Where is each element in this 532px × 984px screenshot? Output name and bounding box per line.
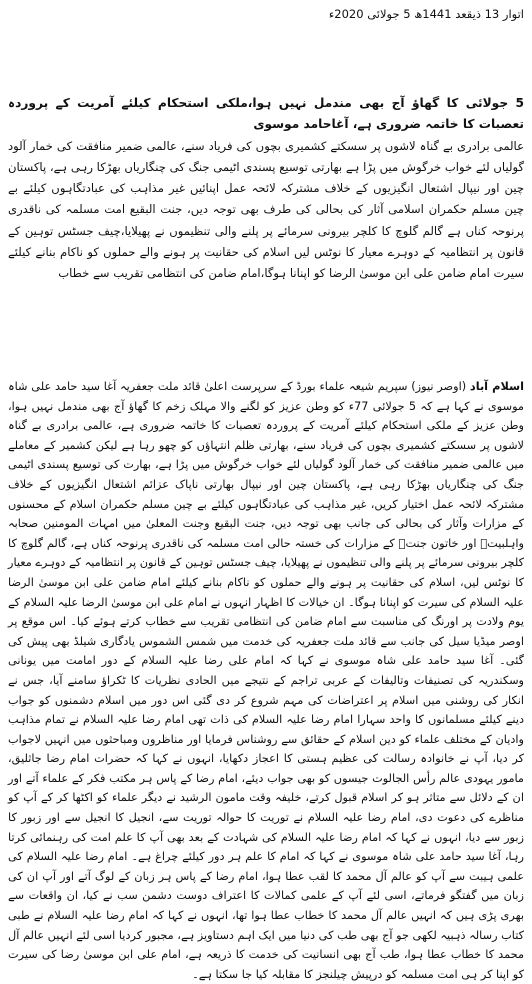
headline-block	[8, 93, 524, 363]
headline-lead: 5 جولائی کا گھاؤ آج بھی مندمل نہیں ہوا،ملکی استحکام کیلئے آمریت کے پروردہ تعصبات کا خاتمہ ضروری ہے، آغاحامد موسوی	[8, 96, 524, 132]
dateline: اتوار 13 ذیقعد 1441ھ 5 جولائی 2020ء	[328, 7, 524, 21]
headline-summary: عالمی برادری بے گناہ لاشوں پر سسکتے کشمیری بچوں کی فریاد سنے، عالمی ضمیر منافقت کی خمار آلود گولیاں لئے خواب خرگوش میں پڑا ہے بھارتی توسیع پسندی اٹیمی جنگ کی چنگاریاں بھڑکا رہی ہے، پاکستان چین اور نیپال اشتعال انگیزیوں کے خلاف مشترکہ لائحہ عمل اپنائیں غیر مذاہب کی عبادتگاہوں کیلئے بے چین مسلم حکمران اسلامی آثار کی بحالی کی طرف بھی توجہ دیں، جنت البقیع امت مسلمہ کی ناقدری پرنوحہ کناں ہے گالم گلوچ کا کلچر بیرونی سرمائے پر پلنے والی تنظیموں نے پھیلایا،چیف جسٹس توہین کے قانون پر انتظامیہ کے دوہرے معیار کا نوٹس لیں اسلام کی حقانیت پر ہونے والے حملوں کو ناکام بنانے کیلئے سیرت امام ضامن علی ابن موسیٰ الرضا کو اپنانا ہوگا،امام ضامن کی انتظامی تقریب سے خطاب	[8, 138, 524, 281]
article-city: اسلام آباد	[469, 380, 525, 393]
article-paragraph	[8, 377, 524, 984]
article-body	[8, 377, 525, 981]
article-text: سپریم شیعہ علماء بورڈ کے سرپرست اعلیٰ قائد ملت جعفریہ آغا سید حامد علی شاہ موسوی نے کہا ہے کہ 5 جولائی 77ء کو وطن عزیز کو لگنے والا مہلک زخم کا گھاؤ آج بھی مندمل نہیں ہوا، وطن عزیز کے ملکی استحکام کیلئے آمریت کے پروردہ تعصبات کا خاتمہ ضروری ہے، عالمی برادری بے گناہ لاشوں پر سسکتے کشمیری بچوں کی فریاد سنے، بھارتی ظلم انتہاؤں کو چھو رہا ہے لیکن کشمیر کے معاملے میں عالمی ضمیر منافقت کی خمار آلود گولیاں لئے خواب خرگوش میں پڑا ہے، بھارت کی توسیع پسندی اٹیمی جنگ کی چنگاریاں بھڑکا رہی ہے، پاکستان چین اور نیپال بھارتی ناپاک عزائم اشتعال انگیزیوں کے خلاف مشترکہ لائحہ عمل اختیار کریں، غیر مذاہب کی عبادتگاہوں کیلئے بے چین مسلم حکمران اسلام کے محسنوں کے مزارات وآثار کی بحالی کی جانب بھی توجہ دیں، جنت البقیع وجنت المعلیٰ میں امہات المومنین صحابہ واہلبیتؑ اور خاتون جنتؑ کے مزارات کی خستہ حالی امت مسلمہ کی ناقدری پرنوحہ کناں ہے، گالم گلوچ کا کلچر بیرونی سرمائے پر پلنے والی تنظیموں نے پھیلایا، چیف جسٹس توہین کے قانون پر انتظامیہ کے دوہرے معیار کا نوٹس لیں، اسلام کی حقانیت پر ہونے والے حملوں کو ناکام بنانے کیلئے امام ضامن علی ابن موسیٰ الرضا علیہ السلام کی سیرت کو اپنانا ہوگا۔ ان خیالات کا اظہار انہوں نے امام علی ابن موسیٰ الرضا علیہ السلام کے یوم ولادت پر اورنگ کی مناسبت سے امام ضامن کی انتظامی تقریب سے خطاب کرتے ہوئے کیا۔ اس موقع پر اوصر میڈیا سیل کی جانب سے قائد ملت جعفریہ کی خدمت میں شمس الشموس یادگاری شیلڈ بھی پیش کی گئی۔ آغا سید حامد علی شاہ موسوی نے کہا کہ امام علی رضا علیہ السلام کے دور امامت میں یونانی وسکندریہ کی تصنیفات وتالیفات کے عربی تراجم کے نتیجے میں الحادی نظریات کا ٹکراؤ سامنے آیا، جس نے انکار کی روشنی میں اسلام پر اعتراضات کی مہم شروع کر دی گئی اس دور میں اسلام دشمنوں کو جواب دینے کیلئے مسلمانوں کا واحد سہارا امام رضا علیہ السلام کی ذات تھی امام رضا علیہ السلام نے تمام مذاہب وادیان کے مختلف علماء کو دین اسلام کے حقائق سے روشناس فرمایا اور مناظروں ومباحثوں میں انہیں لاجواب کر دیا، آپ نے خانوادہ رسالت کی عظیم ہستی کا اعجاز دکھایا، انہوں نے کہا کہ حضرات امام رضا جاثلیق، مامور یہودی عالم رأس الجالوت جیسوں کو بھی جواب دیئے، امام رضا کے پاس ہر مکتب فکر کے علماء آتے اور ان کے دلائل سے متاثر ہو کر اسلام قبول کرتے، خلیفہ وقت مامون الرشید نے دیگر علماء کو اکٹھا کر کے آپ کو مناظرے کی دعوت دی، امام رضا علیہ السلام نے توریت کا حوالہ توریت سے، انجیل کا انجیل سے اور زبور کا زبور سے دیا، انہوں نے کہا کہ امام رضا علیہ السلام کی شہادت کے بعد بھی آپ کا علم امت کی رہنمائی کرتا رہا، آغا سید حامد علی شاہ موسوی نے کہا کہ امام کا علم ہر دور کیلئے چراغ ہے۔ امام رضا علیہ السلام کی علمی ہیبت سے آپ کو عالم آل محمد کا لقب عطا ہوا، امام رضا کے پاس ہر زبان کے لوگ آتے اور آپ ان کی زبان میں گفتگو فرماتے، اسی لئے آپ کے علمی کمالات کا اعتراف دوست دشمن سب نے کیا، ان واقعات سے بھری پڑی ہیں کہ انہیں عالم آل محمد کا خطاب عطا ہوا تھا، انہوں نے کہا کہ امام رضا علیہ السلام نے طبی کتاب رسالہ ذہبیہ لکھی جو آج بھی طب کی دنیا میں ایک اہم دستاویز ہے، مجبور کردیا اسی لئے انہیں عالم آل محمد کا خطاب عطا ہوا، طب آج بھی انسانیت کی خدمت کا ذریعہ ہے، امام علی ابن موسیٰ رضا کی سیرت کو اپنا کر ہی امت مسلمہ کو درپیش چیلنجز کا مقابلہ کیا جا سکتا ہے۔	[8, 380, 524, 981]
article-source-tag: (اوصر نیوز)	[411, 380, 467, 393]
